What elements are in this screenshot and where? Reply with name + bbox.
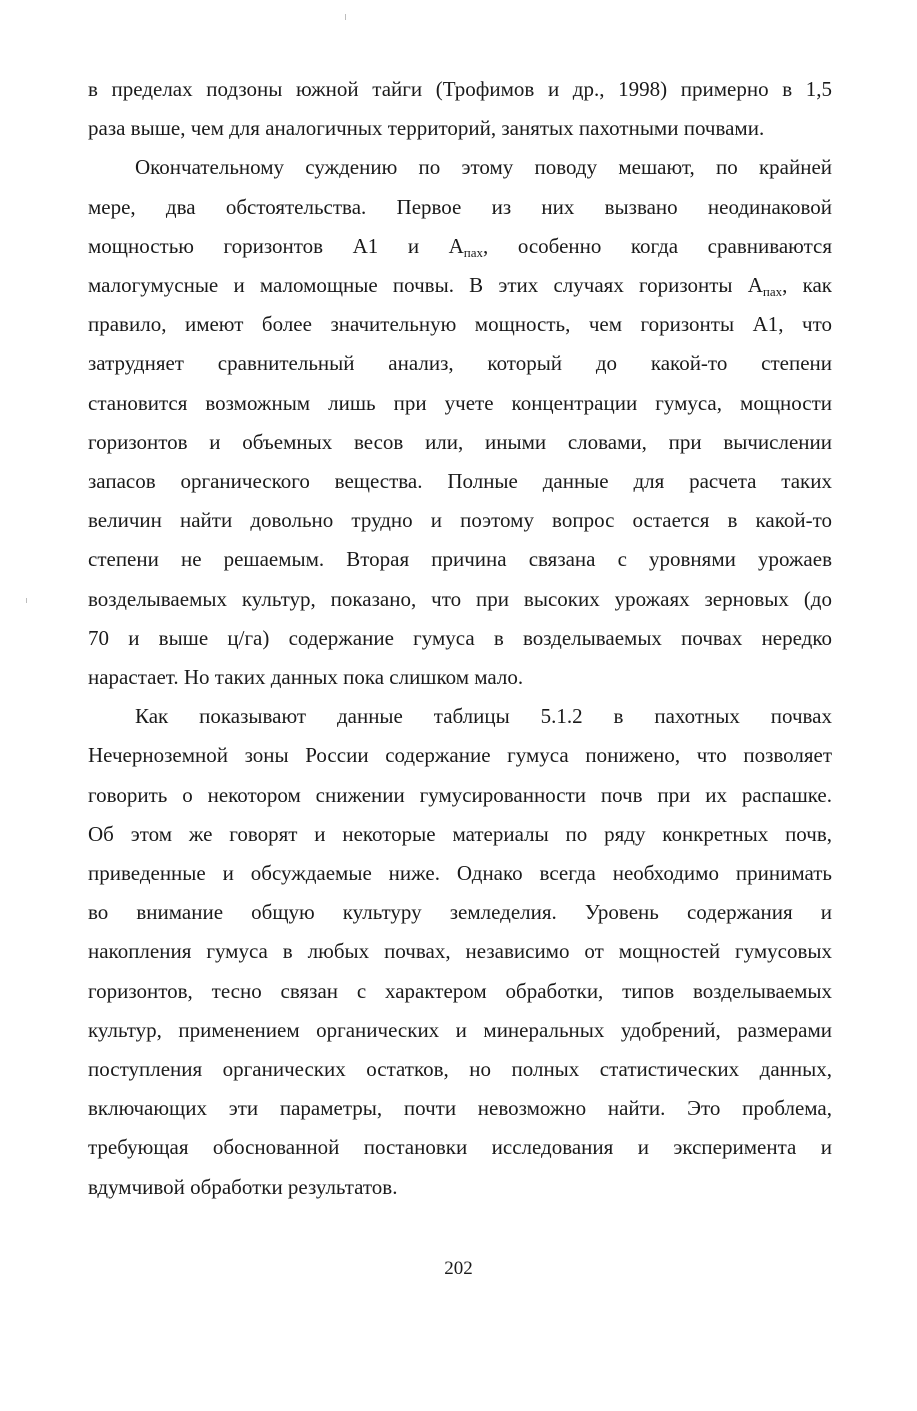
text-line: возделываемых культур, показано, что при высоких урожаях зерновых (до — [88, 586, 832, 611]
text-line: 70 и выше ц/га) содержание гумуса в возделываемых почвах нередко — [88, 625, 832, 650]
subscript: пах — [762, 284, 783, 300]
text-line: поступления органических остатков, но полных статистических данных, — [88, 1057, 832, 1082]
text-line: величин найти довольно трудно и поэтому вопрос остается в какой-то — [88, 508, 832, 533]
text-line: степени не решаемым. Вторая причина связана с уровнями урожаев — [88, 547, 832, 572]
text-line: правило, имеют более значительную мощность, чем горизонты А1, что — [88, 312, 832, 337]
text-line: культур, применением органических и минеральных удобрений, размерами — [88, 1017, 832, 1042]
text-line: раза выше, чем для аналогичных территорий, занятых пахотными почвами. — [88, 116, 765, 141]
body-text — [88, 70, 832, 1207]
page-number: 202 — [444, 1258, 473, 1279]
text-line: говорить о некотором снижении гумусированности почв при их распашке. — [88, 782, 832, 807]
text-fragment: малогумусные и маломощные почвы. В этих случаях горизонты А — [88, 273, 763, 298]
text-line: Об этом же говорят и некоторые материалы по ряду конкретных почв, — [88, 821, 832, 846]
text-fragment: мощностью горизонтов А1 и А — [88, 233, 464, 258]
text-line: нарастает. Но таких данных пока слишком мало. — [88, 665, 524, 690]
text-line: включающих эти параметры, почти невозможно найти. Это проблема, — [88, 1096, 832, 1121]
text-line: затрудняет сравнительный анализ, который до какой-то степени — [88, 351, 832, 376]
text-line: требующая обоснованной постановки исследования и эксперимента и — [88, 1135, 832, 1160]
text-line: Как показывают данные таблицы 5.1.2 в пахотных почвах — [135, 704, 832, 729]
scan-mark — [345, 14, 346, 20]
text-line: мере, два обстоятельства. Первое из них вызвано неодинаковой — [88, 194, 832, 219]
text-line: становится возможным лишь при учете концентрации гумуса, мощности — [88, 390, 832, 415]
text-line: вдумчивой обработки результатов. — [88, 1174, 398, 1199]
text-line: Окончательному суждению по этому поводу мешают, по крайней — [135, 155, 832, 180]
text-line: горизонтов, тесно связан с характером обработки, типов возделываемых — [88, 978, 832, 1003]
text-line: Нечерноземной зоны России содержание гумуса понижено, что позволяет — [88, 743, 832, 768]
text-line — [88, 266, 832, 305]
paragraph — [88, 70, 832, 148]
scan-mark — [26, 598, 27, 603]
text-fragment: , особенно когда сравниваются — [483, 233, 832, 258]
text-line: накопления гумуса в любых почвах, независимо от мощностей гумусовых — [88, 939, 832, 964]
paragraph — [88, 148, 832, 697]
text-line: в пределах подзоны южной тайги (Трофимов и др., 1998) примерно в 1,5 — [88, 77, 832, 101]
text-line — [88, 227, 832, 266]
text-line: горизонтов и объемных весов или, иными словами, при вычислении — [88, 429, 832, 454]
subscript: пах — [463, 244, 484, 260]
text-fragment: , как — [782, 273, 832, 298]
paragraph — [88, 697, 832, 1207]
text-line: запасов органического вещества. Полные данные для расчета таких — [88, 469, 832, 494]
text-line: во внимание общую культуру земледелия. Уровень содержания и — [88, 900, 832, 925]
text-line: приведенные и обсуждаемые ниже. Однако всегда необходимо принимать — [88, 861, 832, 886]
